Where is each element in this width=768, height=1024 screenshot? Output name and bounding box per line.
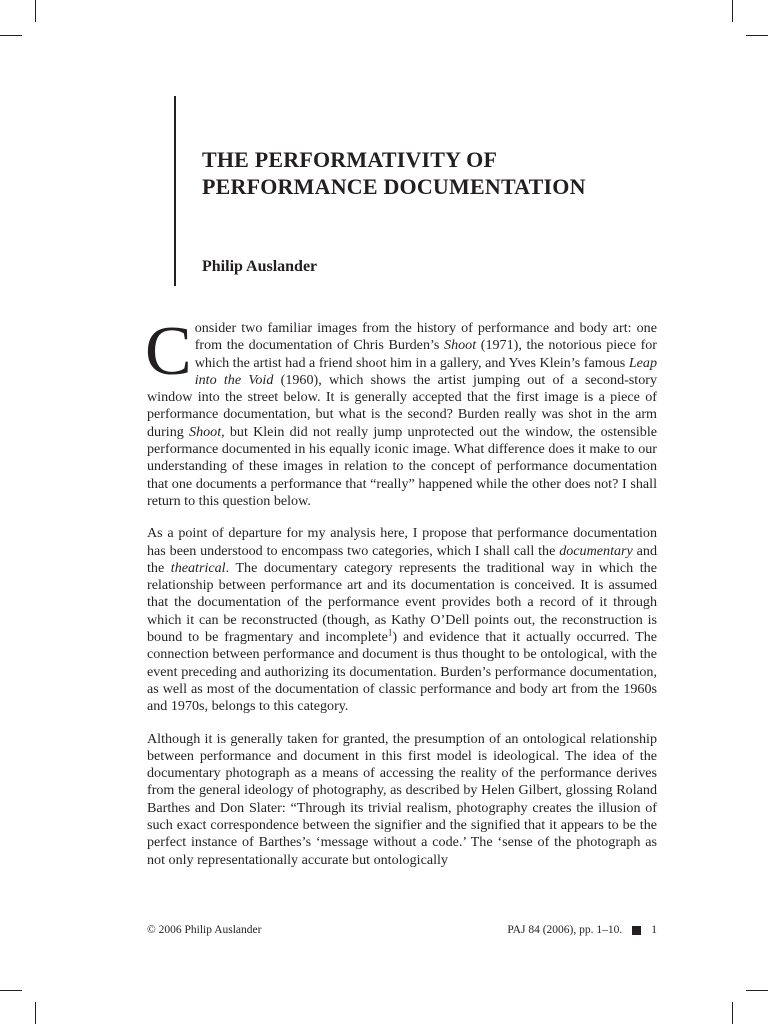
paragraph-1 xyxy=(145,313,658,510)
journal-citation: PAJ 84 (2006), pp. 1–10. xyxy=(507,924,623,936)
title-line-2: PERFORMANCE DOCUMENTATION xyxy=(202,174,586,199)
footer-right xyxy=(507,924,657,936)
crop-mark-bottom-left-horizontal xyxy=(0,990,22,991)
paragraph-1-text-4: , but Klein did not really jump unprotected out the window, the ostensible performance documented in his equally iconic image. What difference does it make to our understanding of these images in relation to the concept of performance documentation that one documents a performance that “really” happened while the other does not? I shall return to this question below. xyxy=(147,423,657,509)
paragraph-3-text-1: Although it is generally taken for granted, the presumption of an ontological relationship between performance and document in this first model is ideological. The idea of the documentary photograph as a means of accessing the reality of the performance derives from the general ideology of photography, as described by Helen Gilbert, glossing Roland Barthes and Don Slater: “Through its trivial realism, photography creates the illusion of such exact correspondence between the signifier and the signified that it appears to be the perfect instance of Barthes’s ‘message without a code.’ The ‘sense of the photograph as not only representationally accurate but ontologically xyxy=(147,730,657,868)
crop-mark-bottom-right-horizontal xyxy=(746,990,768,991)
paragraph-1-text-3: (1960), which shows the artist jumping out of a second-story window into the street below. It is generally accepted that the first image is a piece of performance documentation, but what is the second? Burden really was shot in the arm during xyxy=(147,371,657,440)
paragraph-2-text-3: . The documentary category represents the traditional way in which the relationship between performance art and its documentation is conceived. It is assumed that the documentation of the performance event provides both a record of it through which it can be reconstructed (though, as Kathy O’Dell points out, the reconstruction is bound to be fragmentary and incomplete xyxy=(147,559,657,646)
work-title-leap-into-the-void: Leap into the Void xyxy=(194,354,657,388)
title-rule xyxy=(174,96,176,286)
paragraph-2 xyxy=(147,525,657,715)
article-title xyxy=(202,146,682,200)
paragraph-2-text-4: ) and evidence that it actually occurred. The connection between performance and document is thus thought to be ontological, with the event preceding and authorizing its documentation. Burden’s performance documentation, as well as most of the documentation of classic performance and body art from the 1960s and 1970s, belongs to this category. xyxy=(147,629,657,715)
page-footer xyxy=(147,924,657,936)
crop-mark-top-left-horizontal xyxy=(0,35,22,36)
paragraph-2-text-2: and the xyxy=(147,542,658,576)
crop-mark-top-right-horizontal xyxy=(746,35,768,36)
work-title-shoot: Shoot xyxy=(444,337,477,354)
black-square-icon xyxy=(632,926,641,935)
author-name: Philip Auslander xyxy=(202,258,318,275)
crop-mark-bottom-right-vertical xyxy=(732,1002,733,1024)
paragraph-1-text-2: (1971), the notorious piece for which the artist had a friend shoot him in a gallery, and Yves Klein’s famous xyxy=(194,337,658,371)
article-body xyxy=(145,313,658,884)
work-title-shoot-2: Shoot xyxy=(189,423,222,440)
crop-mark-top-left-vertical xyxy=(35,0,36,22)
paragraph-2-text-1: As a point of departure for my analysis here, I propose that performance documentation has been understood to encompass two categories, which I shall call the xyxy=(147,525,657,559)
page-number: 1 xyxy=(651,924,657,936)
title-line-1: THE PERFORMATIVITY OF xyxy=(202,147,498,172)
term-theatrical: theatrical xyxy=(170,559,226,576)
term-documentary: documentary xyxy=(559,542,633,559)
crop-mark-top-right-vertical xyxy=(732,0,733,22)
crop-mark-bottom-left-vertical xyxy=(35,1002,36,1024)
footnote-ref-1[interactable]: 1 xyxy=(387,627,393,638)
copyright-notice: © 2006 Philip Auslander xyxy=(147,924,262,936)
drop-cap: C xyxy=(145,313,192,390)
paragraph-3 xyxy=(147,731,657,869)
paragraph-1-text-1: onsider two familiar images from the history of performance and body art: one from the documentation of Chris Burden’s xyxy=(194,320,657,354)
